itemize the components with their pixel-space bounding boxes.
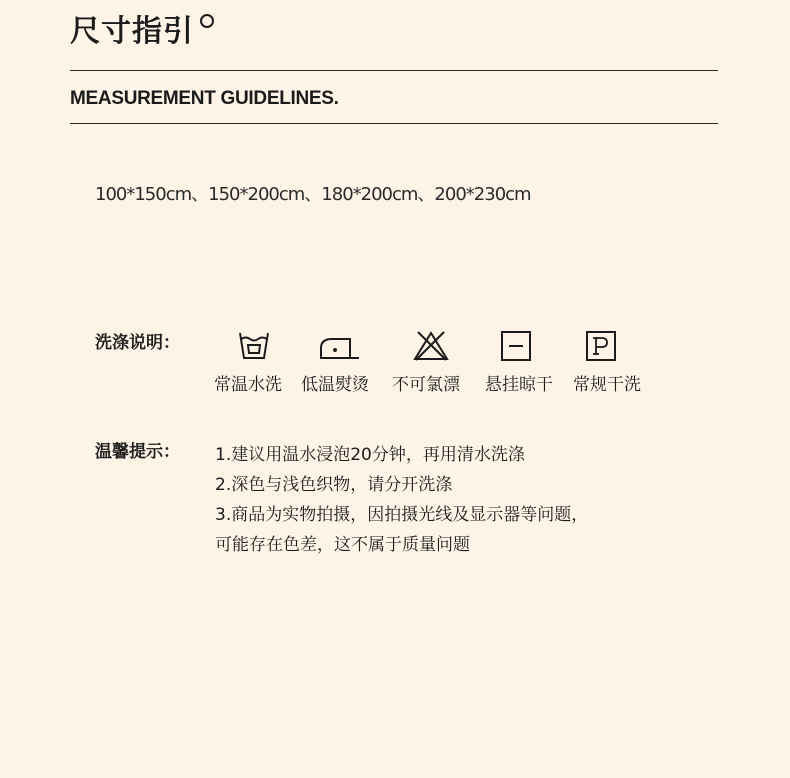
divider-bottom (70, 123, 718, 124)
care-label-iron: 低温熨烫 (301, 375, 369, 395)
page-subtitle: MEASUREMENT GUIDELINES. (70, 88, 339, 109)
no-bleach-icon (412, 330, 450, 362)
care-label-wash: 常温水洗 (214, 375, 282, 395)
divider-top (70, 70, 718, 71)
hang-dry-icon (500, 330, 532, 362)
page-title: 尺寸指引 (70, 14, 194, 49)
iron-low-icon (318, 330, 362, 362)
tip-line: 2.深色与浅色织物，请分开洗涤 (215, 475, 453, 495)
care-label-bleach: 不可氯漂 (392, 375, 460, 395)
tip-line: 1.建议用温水浸泡20分钟，再用清水洗涤 (215, 445, 525, 465)
care-instructions-label: 洗涤说明： (95, 333, 180, 353)
dry-clean-p-icon (585, 330, 617, 362)
tips-list (215, 440, 588, 560)
tips-label: 温馨提示： (95, 442, 180, 462)
tip-line: 可能存在色差，这不属于质量问题 (215, 535, 470, 555)
care-label-dry: 悬挂晾干 (485, 375, 553, 395)
degree-mark (200, 14, 214, 28)
size-list: 100*150cm、150*200cm、180*200cm、200*230cm (95, 184, 531, 205)
tip-line: 3.商品为实物拍摄，因拍摄光线及显示器等问题， (215, 505, 589, 525)
care-label-dryclean: 常规干洗 (573, 375, 641, 395)
wash-basin-icon (236, 330, 272, 362)
